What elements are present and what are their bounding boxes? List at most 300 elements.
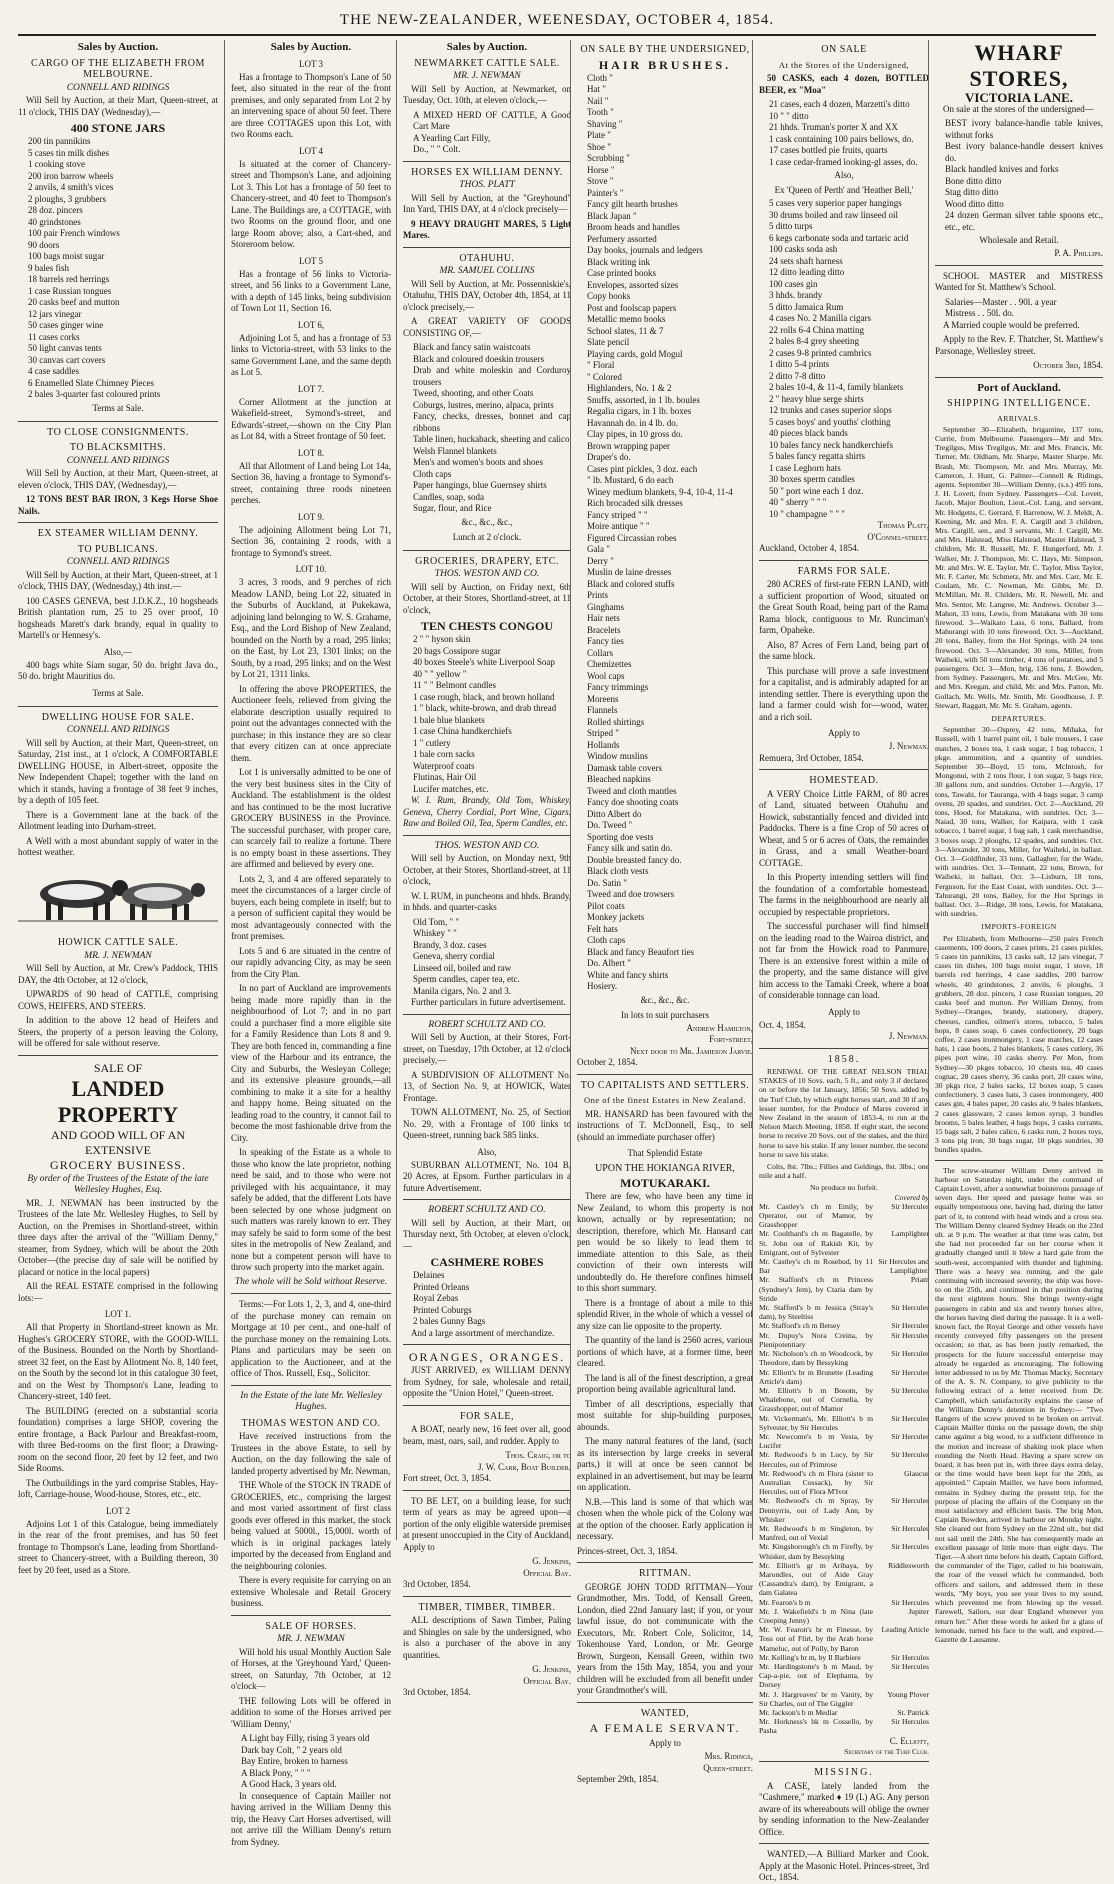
apply-note: Apply to — [828, 728, 860, 738]
list-item: Derry " — [587, 555, 614, 566]
ad-date: October 2, 1854. — [577, 1057, 638, 1067]
list-item: 2 cases 9-8 printed cambrics — [769, 347, 872, 358]
list-item: 5 cases boys' and youths' clothing — [769, 416, 891, 427]
divider — [403, 161, 571, 162]
ad-lead: CASHMERE ROBES — [430, 1255, 544, 1269]
entry-sire: Riddlesworth — [888, 1560, 929, 1570]
entry-mare: Mr. Jackson's b m Medlar — [759, 1708, 838, 1718]
column-5 — [752, 40, 935, 1883]
list-item: Figured Circassian robes — [587, 532, 677, 543]
entry-sire: Leading Article — [881, 1625, 929, 1635]
entry-mare: Mr. Stafford's b m Jessica (Stray's dam), by Steeltiss — [759, 1303, 873, 1322]
list-item: Pilot coats — [587, 900, 625, 911]
list-item: A Light bay Filly, rising 3 years old — [241, 1733, 370, 1743]
entry-sire: Sir Hercules — [891, 1413, 929, 1423]
lots-note: In lots to suit purchasers — [621, 1009, 709, 1020]
signature: Thos. Craig, or to — [505, 1450, 571, 1460]
list-item: 40 boxes Steele's white Liverpool Soap — [413, 657, 555, 667]
list-item: Do. Albert " — [587, 958, 631, 968]
list-item: Hosiery. — [587, 981, 618, 991]
ad-body: GEORGE JOHN TODD RITTMAN—Your Grandmother, Mrs. Todd, of Kensall Green, London, died 22nd January last; if you, or your lawful issue, do not communicate with the Executors, Mr. Robert Cole, Solicitor, 14, Tokenhouse Yard, London, or Mr. George Brown, Surgeon, Kensall Green, within two years from the 15th May, 1854, you and your children will be excluded from all benefit under your Grandmother's will. — [577, 1581, 753, 1695]
ad-body: Also, 87 Acres of Fern Land, being part of the same block. — [759, 639, 929, 661]
entry-mare: Mr. Dupuy's Nora Creina, by Plenipotentiary — [759, 1330, 873, 1349]
ad-body: In consequence of Captain Mailler not having arrived in the William Denny this trip, the Heavy Cart Horses advertised, will not arrive till the William Denny's return from Sydney. — [231, 1790, 391, 1847]
table-row — [759, 1450, 929, 1468]
entry-mare: Mr. Coulthard's ch m Bagatelle, by St. John out of Rakish Kit, by Emigrant, out of Sylvester — [759, 1229, 873, 1257]
entry-sire: Sir Hercules — [891, 1367, 929, 1377]
list-item: 30 drums boiled and raw linseed oil — [769, 209, 898, 220]
ad-lead: 400 STONE JARS — [70, 121, 166, 135]
list-item: Nail " — [587, 95, 609, 106]
list-item: 2 bales 8-4 grey sheeting — [769, 336, 859, 346]
ad-title: TO CAPITALISTS AND SETTLERS. — [580, 1079, 750, 1091]
divider — [403, 1344, 571, 1345]
lot-label: LOT 7. — [297, 383, 325, 394]
ad-body: Further particulars in future advertisement. — [411, 997, 566, 1007]
list-item: Sugar, flour, and Rice — [413, 503, 492, 513]
ad-lead: A GREAT VARIETY OF GOODS CONSISTING OF,— — [403, 316, 571, 338]
entry-mare: Mr. Nicholson's ch m Woodcock, by Theodore, dam by Bessyking — [759, 1349, 873, 1368]
table-row — [759, 1321, 929, 1330]
ad-heading: MOTUKARAKI. — [620, 1176, 710, 1190]
ad-body: The quantity of the land is 2560 acres, various portions of which have, at a former time, been cleared. — [577, 1335, 753, 1368]
entry-mare: Mr. Hardingstone's b m Maud, by Cap-a-pie, out of Elephanta, by Dorsey — [759, 1662, 873, 1690]
list-item: 2 bales Gunny Bags — [413, 1316, 486, 1326]
entry-mare: Mr. J. Hargreaves' br m Vanity, by Sir Charles, out of The Giggler — [759, 1689, 873, 1708]
ad-body: WANTED,—A Billiard Marker and Cook. Apply at the Masonic Hotel. Princes-street, 3rd Oct., 1854. — [759, 1849, 929, 1883]
ad-body: A SUBDIVISION OF ALLOTMENT No. 13, of Section No. 9, at HOWICK, Water Frontage. — [403, 1069, 571, 1103]
entry-sire: Jupiter — [908, 1606, 929, 1616]
item-list — [403, 1270, 571, 1328]
table-row — [759, 1257, 929, 1275]
signature: P. A. Phillips. — [1054, 248, 1103, 258]
list-item: Chemizettes — [587, 659, 632, 669]
entry-mare: Mr. Horkness's bk m Cossello, by Pasha — [759, 1717, 873, 1736]
ad-body: The BUILDING (erected on a substantial scoria foundation) comprises a large SHOP, covering the entire frontage, a Back Parlour and Breakfast-room, with three Bed-rooms on the first floor; a Drawing-room on the second floor, 20 feet by 12 feet, and two Side Rooms. — [18, 1405, 218, 1473]
list-item: 2 bales 10-4, & 11-4, family blankets — [769, 382, 904, 392]
list-item: Black and fancy Beaufort ties — [587, 946, 694, 957]
ad-heading: VICTORIA LANE. — [964, 90, 1074, 105]
list-item: 18 barrels red herrings — [28, 274, 110, 284]
table-row — [759, 1386, 929, 1414]
signature: C. Elliott, — [889, 1735, 929, 1746]
list-item: Black handled knives and forks — [945, 164, 1059, 174]
lot-body: Corner Allotment at the junction at Wakefield-street, Symond's-street, and Edwards'-street,—shown on the City Plan as Lot 84, with a Street frontage of 50 feet. — [231, 396, 391, 441]
signature: J. Newman. — [888, 741, 929, 751]
list-item: " lb. Mustard, 6 do each — [587, 475, 674, 485]
table-row — [759, 1349, 929, 1367]
list-item: Fancy trimmings — [587, 682, 649, 692]
section-header: Sales by Auction. — [77, 41, 159, 53]
divider — [403, 835, 571, 836]
divider — [403, 1405, 571, 1406]
imports-text: Per Elizabeth, from Melbourne—250 pairs French casements, 100 doors, 2 cases prints, 21 cases pickles, 5 cases tin pannikins, 13 casks salt, 12 jars vinegar, 7 cases tin dishes, 100 bags moist sugar, 1 stove, 18 barrels red herrings, 4 case saddles, 200 barrow wheels, 40 grindstones, 2 anvils, 6 ploughs, 3 grubbers, 28 doz. pincers, 1 case Russian tongues, 20 casks beef and mutton. Per William Denny, from Sydney—Oranges, brandy, stationery, drapery, cheeses, candles, oilmen's stores, tobacco, 5 bales hops, 8 cases soap, 6 cases confectionery, 20 bags coffee, 2 cases ironmongery, 1 case matches, 12 cases hats, 1 case boots, 2 bales blankets, 5 cases cutlery, 36 pipes port wine, 10 casks sherry. Per Mon, from Sydney—30 pkges tobacco, 10 chests tea, 40 cases cognac, 28 cases sherry, 36 casks port, 20 cases wine, 30 pkgs rice, 2 bales sacks, 12 boxes soap, 5 cases confectionery, 3 cases hats, 3 cases ironmongery, 400 cases gin, 4 bales paper, 20 casks ale, 9 bales blankets, 2 cases glassware, 2 cases lemon syrup, 3 bundles brooms, 5 bales leather, 4 bags hops, 3 casks currants, 15 bags salt, 2 bales calico, 6 casks rum, 2 boxes toys, 3 tons pig iron, 30 bags sugar, 10 pkgs sundries, 30 bundles spades. — [935, 933, 1103, 1155]
list-item: Best ivory balance-handle dessert knives do. — [945, 141, 1103, 163]
list-item: Flutinas, Hair Oil — [413, 772, 477, 782]
ad-date: Fort street, Oct. 3, 1854. — [403, 1473, 491, 1483]
list-item: Monkey jackets — [587, 912, 645, 922]
list-item: 50 " port wine each 1 doz. — [769, 485, 864, 496]
list-item: 1 case cedar-framed looking-gl asses, do. — [769, 156, 918, 167]
ad-lead: 12 TONS BEST BAR IRON, 3 Kegs Horse Shoe Nails. — [18, 494, 218, 516]
divider — [935, 377, 1103, 378]
list-item: Black Japan " — [587, 210, 637, 221]
table-row — [759, 1275, 929, 1303]
terms: Terms at Sale. — [92, 687, 144, 698]
list-item: 100 bags moist sugar — [28, 251, 105, 261]
table-row — [759, 1414, 929, 1432]
auctioneer: THOS. WESTON AND CO. — [434, 569, 540, 579]
list-item: Case printed books — [587, 268, 656, 278]
list-item: 9 bales fish — [28, 262, 69, 273]
list-item: 2 " " hyson skin — [413, 634, 471, 644]
item-list — [935, 118, 1103, 233]
table-row — [759, 1524, 929, 1542]
signature: Mrs. Ridings, — [704, 1751, 753, 1761]
cattle-illustration — [18, 866, 218, 926]
column-2 — [224, 40, 397, 1847]
list-item: Bleached napkins — [587, 774, 651, 784]
list-item: 1 bale corn sacks — [413, 749, 475, 759]
news-text: The screw-steamer William Denny arrived in harbour on Saturday night, under the command of Captain Lovett, after a somewhat boisterous passage of seven days. Her speed and passage home was so equally tempestuous one, having had, during the latter part of it, to contend with head winds and a cross sea. The William Denny cleared Sydney Heads on the 23rd ult. at 9 p.m. The weather at that time was calm, but she had not proceeded far on her course when it gradually changed until it blew a hard gale from the south-west, accompanied with thunder and lightning. There was a heavy sea running, and the gale continuing with increased severity, the ship was hove-to on the 25th, and continued in that position during the next eighteen hours. She brings twenty-eight passengers in cabin and six and twenty horses alive, the horses having died during the passage. It is a well-known fact, the Royal George and other vessels have recently conveyed fifty passengers on the present occasion; so that, as has been justly remarked, the prospects for the future successful enterprise may already be regarded as encouraging. The following letter addressed to us by Mr. Thomas Macky, Secretary of the A. S. N. Company, to give publicity to the following extract of a letter received from Dr. Campbell, which satisfactorily explains the cause of the William Denny's detention in Sydney:— "Two Rangers of the screw proved to be broken on arrival. Captain Mailler thinks on the passage down, the ship came against a big wood, to a sufficient difference in the motion and increase of shaking took place when rounding the North Head. Having a spare screw on board, it has been put in, with three days extra delay, or the time would have been kept for the 20th, as appointed." Captain Mailler, we have been informed, remains in Sydney during the present trip, for the purpose of placing the affairs of the Company on the most satisfactory and efficient basis. The brig Mon, Captain Bowden, arrived in harbour on Monday night. She cleared out from Sydney on the 22nd ult., but did not sail until the 24th. She has consequently made an excellent passage of little more than eight days. The Tiger.—A short time before his death, Captain Gifford, the commander of the Tiger, called to his boatswain, the roar of the vessel which he commanded, both officers and sailors, and addressed them in these words, "My boys, you see your lives to my sound, which prevented me from blowing up the vessel. Farewell, Sailors, our dear England whenever you return her." After these words he asked for a glass of lemonade, turned his face to the wall, and expired.—Gazette de Lausanne. — [935, 1165, 1103, 1644]
list-item: Stag ditto ditto — [945, 187, 999, 197]
list-item: 200 tin pannikins — [28, 136, 91, 146]
entry-sire: Sir Hercules — [891, 1349, 929, 1359]
list-item: Candles, soap, soda — [413, 491, 484, 502]
ad-date: October 3rd, 1854. — [1033, 360, 1103, 370]
list-item: 100 casks soda ash — [769, 244, 838, 254]
list-item: 10 bales fancy neck handkerchiefs — [769, 439, 893, 450]
list-item: Double breasted fancy do. — [587, 854, 682, 865]
ad-title: HOWICK CATTLE SALE. — [57, 937, 179, 948]
list-item: Draper's do. — [587, 452, 631, 462]
table-row — [759, 1662, 929, 1690]
table-row — [759, 1202, 929, 1230]
signature: Official Bay. — [523, 1675, 571, 1686]
list-item: Tooth " — [587, 107, 614, 117]
list-item: 4 case saddles — [28, 366, 79, 376]
ad-body: 280 ACRES of first-rate FERN LAND, with a sufficient proportion of Wood, situated on the Great South Road, being part of the Rama Rama block, contiguous to Mr. Runciman's farm, Opaheke. — [759, 579, 929, 635]
list-item: Black cloth vests — [587, 866, 649, 876]
list-item: Black writing ink — [587, 256, 650, 267]
arrivals-text: September 30—Elizabeth, brigantine, 137 tons, Currie, from Melbourne. Passengers—Mr and Mrs. Tregilgus, Miss Tregilgus, Mr. and Mrs. Francis, Mr. Turner, Mr. Oldham, Mr. Sharpe, Master Sharpe, Mr. Brash, Mr. Thompson, Mr. and Mrs. Murray, Mr. Cameron, J. Hunt, G. Palmer—Connell & Ridings, agents. September 30—William Denny, (s.s.) 495 tons, J. H. Lovett, from Sydney. Passengers—Col. Lovett, Jacob, Major Boulton, Lieut.-Col. Lang, and servant, Mr. Hodgetts, C. Gerrard, F. Barrenow, W. J. Meldt, A. Keening, Mr. and Mrs. F. A. Cargill and 3 children, Mrs. Cargill, sen., and 3 servants, Mr. J. Cargill, Mr. and Mrs. Halstead, Miss Halstead, Master Halstead, 3 children, Mr. R. Russell, Mr. F. Hungerford, Mr. J. Walker, Mr. J. Thompson, Mr. C. Hays, Mr. Simpson, Mr. and Mrs. W. E. Taylor, Mr. C. Taylor, Miss Taylor, Mr. F. Carter, Mr. Schmetz, Mr. and Mrs. Carr, Mr. E. Coulam, Mr. C. Newman, Mr. Gibbs, Mr. D. McMillan, Mr. R. Childers, Mr. R. Newell, Mr. and Mrs. Sentor, Mr. Langree, Mr. Andrews. October 3—Mahon, 33 tons, Lewis, from Matakana with 30 tons firewood. 3—Waikato Lass, 6 tons, Ballard, from Mahurangi with 10 tons firewood. Oct. 3—Auckland, 20 tons, Bailey, from the Hot Springs, with 24 tons firewood. Oct. 3—Alexander, 30 tons, Miller, from Waiheki, with 50 tons timber, 4 tons of potatoes, and 5 passengers. Oct. 3—Mon, brig, 136 tons, J. Bowden, from Sydney. Passengers, Mr. and Mrs. McGee, Mr. and Mrs. Keegan, and child, Mr. and Mrs. Patton, Mr. Gollach, Mr. Wells, Mr. Smith, Mr. Goodhouse, J. P. Stewart, Raggatt, Mr. Mr. S. Graham, agents. — [935, 424, 1103, 710]
ad-body: MR. HANSARD has been favoured with the instructions of T. McDonnell, Esq., to sell (should an immediate purchaser offer) — [577, 1108, 753, 1142]
list-item: Old Tom, " " — [413, 916, 460, 927]
lot-label: LOT 8. — [297, 447, 325, 458]
ad-body: Will Sell by Auction, at the "Greyhound" Inn Yard, THIS DAY, at 4 o'clock precisely— — [403, 192, 571, 214]
ad-body: TOWN ALLOTMENT, No. 25, of Section No. 29, with a Frontage of 100 links to Queen-street, running back 585 links. — [403, 1107, 571, 1140]
table-row — [759, 1368, 929, 1386]
entry-mare: Mr. Kelling's br m, by Il Barbiere — [759, 1652, 861, 1662]
list-item: 24 sets shaft harness — [769, 255, 843, 266]
salary-line: Salaries—Master . . 90l. a year — [945, 296, 1057, 307]
list-item: A Yearling Cart Filly, — [413, 132, 491, 143]
entry-sire: Sir Hercules — [891, 1542, 929, 1552]
list-item: Cases pint pickles, 3 doz. each — [587, 463, 698, 474]
ad-subtitle: At the Stores of the Undersigned, — [778, 59, 910, 70]
list-item: Cloth caps — [413, 468, 452, 479]
divider — [231, 1385, 391, 1386]
lot-label: LOT 3 — [298, 58, 324, 69]
ad-body: SUBURBAN ALLOTMENT, No. 104 B, 20 Acres, at Epsom. Further particulars in a future Advertisement. — [403, 1159, 571, 1193]
lot-label: LOT 5 — [298, 255, 324, 266]
list-item: Regalia cigars, in 1 lb. boxes — [587, 406, 692, 416]
divider — [403, 550, 571, 551]
wholesale-note: Wholesale and Retail. — [979, 235, 1059, 245]
ad-body: Have received instructions from the Trustees in the above Estate, to sell by Auction, on the day following the sale of landed property advertised by Mr. Newman, — [231, 1431, 391, 1476]
ad-heading: GROCERY BUSINESS. — [50, 1157, 186, 1172]
list-item: 1 ditto 5-4 prints — [769, 359, 830, 369]
divider — [935, 265, 1103, 266]
list-item: 5 ditto Jamaica Rum — [769, 301, 844, 312]
list-item: 5 cases tin milk dishes — [28, 147, 109, 158]
lot-label: LOT 6, — [297, 319, 325, 330]
list-item: 50 cases ginger wine — [28, 320, 104, 330]
ad-body: Lot 1 is universally admitted to be one of the very best business sites in the City of Auckland. The establishment is the oldest and has continued to be the most lucrative GROCERY BUSINESS in the Province. The successful purchaser, with proper care, can scarcely fail to realize a fortune. There is no empty boast in these assertions. They are affirmed and believed by every one. — [231, 767, 391, 869]
terms: Terms:—For Lots 1, 2, 3, and 4, one-third of the purchase money can remain on Mortgage at 10 per cent., and one-half of the purchase money on the remaining Lots. Plans and particulars may be seen on application to the Auctioneer, and at the office of Thos. Russell, Esq., Solicitor. — [231, 1299, 391, 1378]
auctioneer: CONNELL AND RIDINGS — [66, 82, 170, 93]
list-item: Bay Entire, broken to harness — [241, 1756, 348, 1766]
ad-body: A Married couple would be preferred. — [943, 319, 1080, 330]
list-item: Window muslins — [587, 751, 648, 761]
item-list — [577, 73, 753, 993]
reserve-note: The whole will be Sold without Reserve. — [234, 1276, 388, 1287]
list-item: 100 cases gin — [769, 278, 818, 289]
list-item: Coburgs, lustres, merino, alpaca, prints — [413, 399, 554, 410]
divider — [577, 1702, 753, 1703]
divider — [231, 1615, 391, 1616]
list-item: 40 " sherry " " " — [769, 497, 827, 507]
masthead: THE NEW-ZEALANDER, WEENESDAY, OCTOBER 4, 1854. — [18, 8, 1096, 36]
entry-sire: Sir Hercules — [891, 1523, 929, 1533]
lot-body: Adjoining Lot 5, and has a frontage of 53 links to Victoria-street, with 53 links to the same Government Lane, and the same depth as Lot 5. — [231, 332, 391, 377]
list-item: Envelopes, assorted sizes — [587, 279, 679, 290]
signature: Thomas Platt, — [877, 520, 929, 530]
column-1 — [18, 40, 224, 1575]
entry-mare: Mr. Stafford's ch m Princess (Syndney's Jem), by Ctaria dam by Stride — [759, 1275, 873, 1303]
auctioneer: MR. SAMUEL COLLINS — [439, 266, 535, 276]
list-item: Metallic memo books — [587, 314, 666, 324]
subsection-title: ARRIVALS. — [997, 413, 1041, 423]
table-row — [759, 1331, 929, 1349]
divider — [759, 769, 929, 770]
list-item: Tweed, shooting, and other Coats — [413, 388, 534, 398]
list-item: Gala " — [587, 544, 610, 554]
ad-body: Will sell by Auction, on Monday next, 9th October, at their Stores, Shortland-street, at 11 o'clock, — [403, 853, 571, 886]
ad-title: TIMBER, TIMBER, TIMBER. — [418, 1601, 556, 1613]
list-item: 12 ditto leading ditto — [769, 267, 845, 277]
list-item: Fancy striped " " — [587, 509, 648, 520]
list-item: Hollands — [587, 739, 620, 750]
ad-heading: AND GOOD WILL OF AN EXTENSIVE — [51, 1127, 185, 1157]
entry-mare: Mr. Redwood's ch m Spray, by Dennyrris, out of Lady Ann, by Whisker — [759, 1496, 873, 1524]
entry-mare: Mr. Castley's ch m Emily, by Operator, out of Mamor, by Grasshopper — [759, 1201, 873, 1230]
lot-body: 3 acres, 3 roods, and 9 perches of rich Meadow LAND, being Lot 22, situated in the Suburbs of Auckland, at Pukekawa, adjoining land belonging to W. S. Grahame, Esq., and the Lord Bishop of New Zealand, bounded on the North by a road, 295 links; on the East, by Lot 23, 1301 links; on the South, by a road, 295 links; and on the West by Lot 21, 1311 links. — [231, 577, 391, 679]
entry-sire: Sir Hercules — [891, 1303, 929, 1313]
divider — [403, 247, 571, 248]
salary-line: Mistress . . 50l. do. — [945, 308, 1015, 318]
list-item: Whiskey " " — [413, 928, 457, 938]
terms: Terms at Sale. — [92, 402, 144, 413]
signature: J. W. Carr, Boat Builder. — [477, 1461, 571, 1472]
entry-sire: Sir Hercules — [891, 1431, 929, 1441]
list-item: Men's and women's boots and shoes — [413, 457, 543, 467]
table-row — [759, 1708, 929, 1717]
ad-body: There is a frontage of about a mile to this splendid River, in the whole of which a vessel of any size can lie opposite to the property. — [577, 1297, 753, 1331]
divider — [759, 560, 929, 561]
section-header: Port of Auckland. — [977, 381, 1061, 394]
item-list — [403, 917, 571, 998]
list-item: 1 case China handkerchiefs — [413, 726, 512, 736]
ad-body: 400 bags white Siam sugar, 50 do. bright Java do., 50 do. bright Mauritius do. — [18, 659, 218, 681]
section-header: Sales by Auction. — [446, 41, 528, 53]
entries-table — [759, 1202, 929, 1736]
ad-body: Will Sell by Auction, at their Mart, Queen-street, at 11 o'clock, THIS DAY (Wednesday),— — [18, 95, 218, 117]
list-item: 1 case Russian tongues — [28, 285, 112, 296]
ad-body: A CASE, lately landed from the "Cashmere," marked ♦ 19 (L) AG. Any person aware of its whereabouts will oblige the owner by sending information to the New-Zealander Office. — [759, 1780, 929, 1837]
list-item: Stove " — [587, 176, 614, 186]
list-item: 11 " " Belmont candles — [413, 680, 496, 690]
ad-lead: A FEMALE SERVANT. — [589, 1721, 741, 1735]
ad-date: Oct. 4, 1854. — [759, 1019, 806, 1030]
ad-body: There is every requisite for carrying on an extensive Wholesale and Retail Grocery business. — [231, 1575, 391, 1608]
entry-mare: Mr. J. Wakefield's b m Nina (late Creeping Jenny) — [759, 1606, 873, 1625]
ad-body: UPWARDS of 90 head of CATTLE, comprising COWS, HEIFERS, AND STEERS. — [18, 989, 218, 1011]
list-item: 21 cases, each 4 dozen, Marzetti's ditto — [769, 99, 910, 109]
ad-title: FOR SALE, — [460, 1410, 514, 1422]
table-row — [759, 1717, 929, 1735]
list-item: Waterproof coats — [413, 760, 475, 771]
ad-lead: TEN CHESTS CONGOU — [420, 619, 554, 633]
ad-body: Will sell by Auction, on Friday next, 6th October, at their Stores, Shortland-street, at 11 o'clock, — [403, 581, 571, 615]
list-item: Day books, journals and ledgers — [587, 245, 703, 255]
divider — [403, 1490, 571, 1491]
list-item: 40 " " yellow " — [413, 668, 467, 679]
ad-body: W. I. Rum, Brandy, Old Tom, Whiskey, Geneva, Cherry Cordial, Port Wine, Cigars, Raw and Boiled Oil, Tea, Sperm Candles, etc. — [403, 795, 571, 828]
ad-date: 3rd October, 1854. — [403, 1579, 471, 1589]
list-item: 10 " champagne " " " — [769, 508, 845, 519]
list-item: 11 cases corks — [28, 331, 80, 342]
divider — [403, 1199, 571, 1200]
divider — [577, 1074, 753, 1075]
entry-sire: Young Plover — [887, 1689, 929, 1699]
list-item: Havannah do. in 4 lb. do. — [587, 417, 678, 428]
entry-mare: Mr. Redwood's b m Lucy, by Sir Hercules, out of Primrose — [759, 1450, 873, 1469]
apply-note: Apply to — [828, 1006, 860, 1017]
list-item: Sporting doe vests — [587, 831, 654, 842]
lot-body: All that Allotment of Land being Lot 14a, Section 36, having a frontage to Symond's-street, containing three roods nineteen perches. — [231, 460, 391, 505]
ad-title: NEWMARKET CATTLE SALE. — [414, 57, 560, 69]
entry-sire: Sir Hercules — [891, 1385, 929, 1395]
ad-body: RENEWAL OF THE GREAT NELSON TRIAL STAKES of 10 Sovs. each, 5 ft., and only 3 if declared on or before the 1st January, 1856; 50 Sovs. added by the Turf Club, by which eight horses start, and 30 if any lesser number, for the Produce of Mares covered in New Zealand in the season of 1853-4, to run at the Nelson March Meeting, 1858. If eight start, the second horse to receive 20 Sovs. out of the stakes, and the third horse to save his stake. If any lesser number, the second horse to save his stake. — [759, 1067, 929, 1159]
lot-body: Is situated at the corner of Chancery-street and Thompson's Lane, and adjoining Lot 3. This Lot has a frontage of 50 feet to Chancery-street, and 40 feet to Thompson's Lane. The Buildings are, a COTTAGE, with two Rooms on the ground floor, and one large Room above; also, a Cart-shed, and Storeroom below. — [231, 158, 391, 249]
list-item: Moreens — [587, 693, 619, 704]
entry-mare: Mr. Newcome's b m Vesta, by Lucifer — [759, 1431, 873, 1451]
column-3 — [396, 40, 577, 1697]
list-item: 1 case Leghorn hats — [769, 462, 841, 473]
list-item: 5 bales fancy regatta shirts — [769, 451, 865, 461]
list-item: Scrubbing " — [587, 153, 630, 163]
ad-body: Will Sell by Auction, at Newmarket, on Tuesday, Oct. 10th, at eleven o'clock,— — [403, 83, 571, 105]
list-item: Fancy gilt hearth brushes — [587, 199, 678, 209]
ad-title: OTAHUHU. — [459, 252, 515, 264]
signature: J. Newman. — [888, 1031, 929, 1041]
list-item: Fancy doe shooting coats — [587, 797, 679, 807]
ad-body: In no part of Auckland are improvements being made more rapidly than in the neighbourhood of Lot 7; and in no part could a purchaser find a more eligible site for a Family Residence than Lots 8 and 9. They are both fenced in, commanding a fine view of the Harbour and its entrance, the City and Suburbs, the Wesleyan College; and its extensive pleasure grounds,—all combining to make it a site for a healthy and happy home. Being situated on the leading road to the country, it cannot fail to become the most fashionable drive from the City. — [231, 983, 391, 1143]
ad-body: There are few, who have been any time in New Zealand, to whom this property is not known, actually or by representation; no description, therefore, which Mr. Hansard can pen would be so likely to lead them to immediate attention to this Sale, as their conviction of their own interests will undoubtedly do. He therefore confines himself to this short summary. — [577, 1191, 753, 1293]
list-item: Fancy, checks, dresses, bonnet and cap ribbons — [413, 411, 571, 433]
list-item: Do., " " Colt. — [413, 144, 461, 154]
list-item: Ditto Albert do — [587, 808, 642, 819]
list-item: Wool caps — [587, 670, 625, 681]
list-item: 6 Enamelled Slate Chimney Pieces — [28, 377, 154, 388]
lot-body: Has a frontage of 56 links to Victoria-street, and 56 links to a Government Lane, with a depth of 145 links, being subdivision of Town Lot 11, Section 16. — [231, 268, 391, 313]
ad-heading: SALE OF — [93, 1060, 143, 1075]
ad-heading: That Splendid Estate — [627, 1148, 703, 1158]
ad-body: Will Sell by Auction, at their Stores, Fort-street, on Tuesday, 17th October, at 12 o'clock precisely,— — [403, 1032, 571, 1065]
ad-title: SALE OF HORSES. — [265, 1620, 357, 1632]
list-item: Broom heads and handles — [587, 222, 680, 232]
ad-heading-large: WHARF STORES, — [969, 40, 1069, 91]
list-item: Brown wrapping paper — [587, 440, 670, 451]
ad-body: Colts, 8st. 7lbs.; Fillies and Geldings, 8st. 3lbs.; one mile and a half. — [759, 1162, 929, 1181]
entry-sire: Priam — [910, 1275, 929, 1285]
list-item: Black and fancy satin waistcoats — [413, 342, 531, 352]
ad-body: This purchase will prove a safe investment for a capitalist, and is admirably adapted for an intending settler. There is everything upon the land a farmer could wish for—wood, water, and a rich soil. — [759, 665, 929, 722]
signature: G. Jenkins, — [532, 1556, 571, 1566]
list-item: Royal Zebas — [413, 1293, 459, 1303]
list-item: 2 " heavy blue serge shirts — [769, 393, 864, 404]
list-item: Drab and white moleskin and Corduroy trousers — [413, 365, 571, 387]
list-item: Muslin de laine dresses — [587, 567, 672, 577]
list-item: 30 boxes sperm candles — [769, 474, 855, 484]
list-item: Geneva, sherry cordial — [413, 951, 495, 961]
signature: Secretary of the Turf Club. — [844, 1747, 929, 1757]
table-row — [759, 1625, 929, 1653]
list-item: " Floral — [587, 360, 615, 370]
auctioneer: MR. J. NEWMAN — [84, 950, 152, 961]
ad-title: RITTMAN. — [638, 1568, 692, 1579]
ad-body: The Outbuildings in the yard comprise Stables, Hay-loft, Carriage-house, Wood-house, Stores, etc., etc. — [18, 1477, 218, 1499]
list-item: Felt hats — [587, 923, 618, 934]
list-item: Painter's " — [587, 187, 624, 198]
list-item: Wood ditto ditto — [945, 198, 1004, 209]
apply-note: Apply to — [649, 1738, 681, 1748]
list-item: Plate " — [587, 130, 611, 140]
list-item: 5 ditto turps — [769, 221, 813, 231]
ad-body: In offering the above PROPERTIES, the Auctioneer feels, relieved from giving the elaborate description usually required to point out the advantages connected with the purchase; in this instance they are so clear that every citizen can at once appreciate them. — [231, 683, 391, 763]
list-item: Do. Satin " — [587, 877, 627, 888]
divider — [935, 1160, 1103, 1161]
ad-body: Will Sell by Auction, at their Mart, Queen-street, at 1 o'clock, THIS DAY, (Wednesday,) 4th inst.— — [18, 569, 218, 591]
signature: Fort-street, — [709, 1034, 753, 1044]
table-row — [759, 1690, 929, 1708]
entry-mare: Mr. Elliott's br m Brunette (Leading Article's dam) — [759, 1367, 873, 1386]
list-item: 28 doz. pincers — [28, 205, 83, 215]
list-item: Linseed oil, boiled and raw — [413, 962, 512, 973]
list-item: 1 case rough, black, and brown holland — [413, 691, 555, 702]
list-item: Clay pipes, in 10 gross do. — [587, 429, 683, 439]
entry-sire: Sir Hercules — [891, 1321, 929, 1331]
ad-title: GROCERIES, DRAPERY, ETC. — [415, 555, 559, 567]
entry-sire: Sir Hercules — [891, 1662, 929, 1671]
list-item: 40 pieces black bands — [769, 428, 848, 438]
list-item: Fancy ties — [587, 636, 624, 646]
list-item: 6 kegs carbonate soda and tartaric acid — [769, 232, 909, 243]
entry-sire: Sir Hercules — [891, 1652, 929, 1662]
list-item: 17 cases bottled pie fruits, quarts — [769, 145, 888, 155]
list-item: 40 grindstones — [28, 216, 81, 227]
